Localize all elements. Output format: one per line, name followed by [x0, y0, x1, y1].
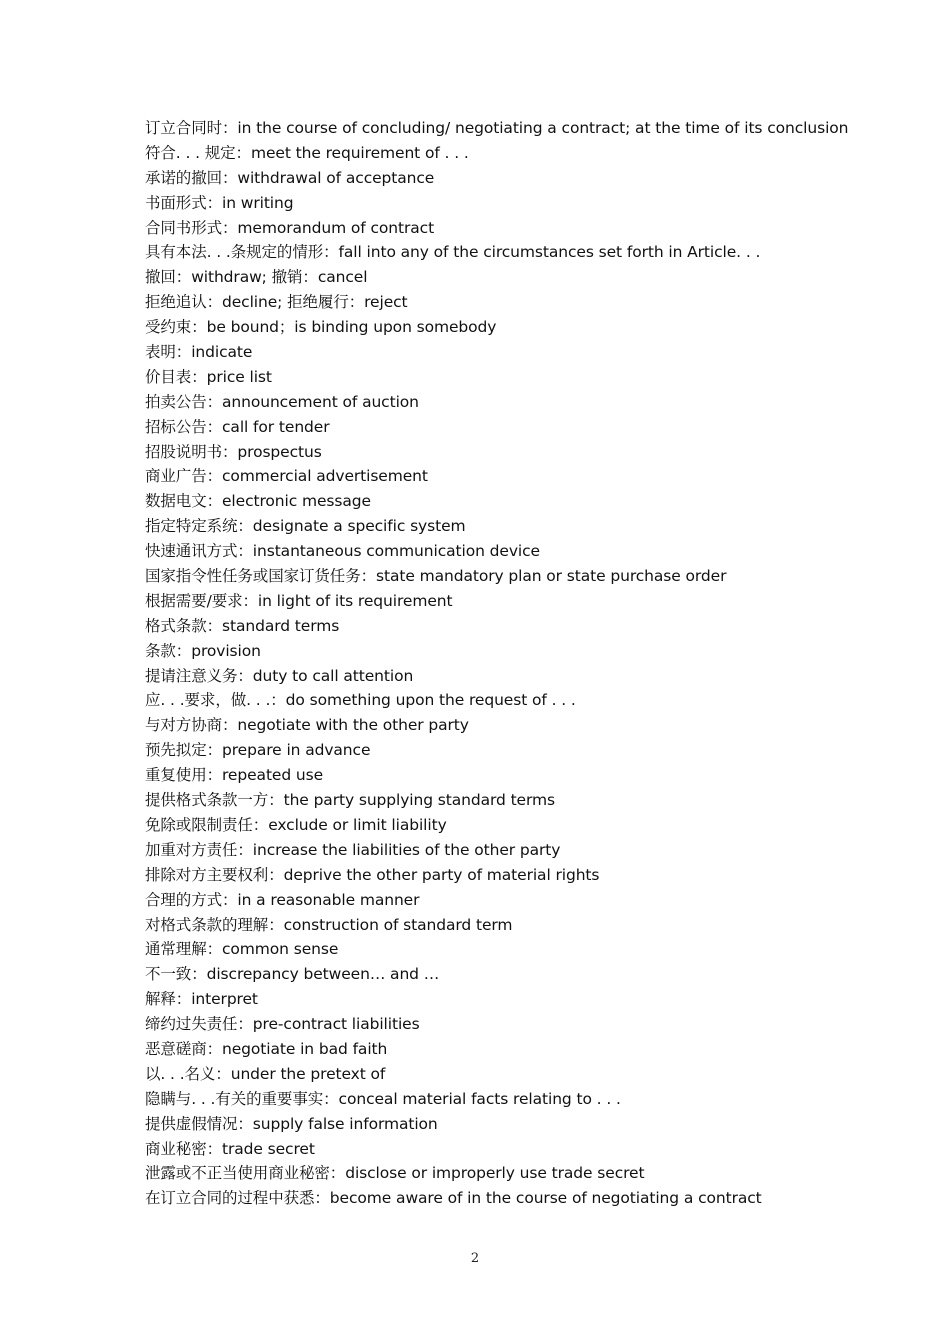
- glossary-entry: 承诺的撤回：withdrawal of acceptance: [145, 168, 435, 187]
- glossary-entry: 泄露或不正当使用商业秘密：disclose or improperly use trade secret: [145, 1164, 645, 1183]
- glossary-entry: 拍卖公告：announcement of auction: [145, 392, 419, 411]
- glossary-entry: 不一致：discrepancy between… and …: [145, 965, 440, 984]
- glossary-entry: 条款：provision: [145, 641, 261, 660]
- glossary-entry: 预先拟定：prepare in advance: [145, 741, 371, 760]
- glossary-entry: 提供格式条款一方：the party supplying standard terms: [145, 791, 555, 810]
- glossary-entry: 合同书形式：memorandum of contract: [145, 218, 435, 237]
- glossary-entry: 撤回：withdraw; 撤销：cancel: [145, 268, 368, 287]
- glossary-entry: 重复使用：repeated use: [145, 766, 324, 785]
- glossary-entry: 商业广告：commercial advertisement: [145, 467, 428, 486]
- glossary-entry: 在订立合同的过程中获悉：become aware of in the course of negotiating a contract: [145, 1189, 762, 1208]
- glossary-entry: 免除或限制责任：exclude or limit liability: [145, 815, 447, 834]
- glossary-entry: 数据电文：electronic message: [145, 492, 371, 511]
- glossary-entry: 订立合同时：in the course of concluding/ negotiating a contract; at the time of its conclusion: [145, 119, 849, 137]
- glossary-entry: 通常理解：common sense: [145, 940, 339, 959]
- glossary-entry: 指定特定系统：designate a specific system: [145, 517, 466, 536]
- glossary-entry: 商业秘密：trade secret: [145, 1139, 315, 1158]
- glossary-entry: 合理的方式：in a reasonable manner: [145, 890, 420, 909]
- page-number: 2: [470, 1251, 480, 1266]
- glossary-entry: 隐瞒与. . .有关的重要事实：conceal material facts relating to . . .: [145, 1089, 621, 1108]
- glossary-entry: 招股说明书：prospectus: [145, 442, 322, 461]
- glossary-entry: 根据需要/要求：in light of its requirement: [145, 591, 453, 610]
- glossary-entry: 受约束：be bound；is binding upon somebody: [145, 318, 497, 337]
- glossary-entry: 招标公告：call for tender: [145, 417, 330, 436]
- glossary-entry: 价目表：price list: [145, 367, 272, 386]
- glossary-entry: 符合. . . 规定：meet the requirement of . . .: [145, 143, 469, 162]
- glossary-entry: 具有本法. . .条规定的情形：fall into any of the circumstances set forth in Article. . .: [145, 243, 761, 262]
- glossary-entry: 书面形式：in writing: [145, 193, 294, 212]
- glossary-list: [145, 116, 935, 1211]
- glossary-entry: 缔约过失责任：pre-contract liabilities: [145, 1015, 420, 1034]
- glossary-entry: 提供虚假情况：supply false information: [145, 1114, 438, 1133]
- glossary-entry: 提请注意义务：duty to call attention: [145, 666, 414, 685]
- glossary-entry: 格式条款：standard terms: [145, 616, 340, 635]
- glossary-entry: 国家指令性任务或国家订货任务：state mandatory plan or state purchase order: [145, 567, 727, 586]
- glossary-entry: 表明：indicate: [145, 343, 253, 362]
- glossary-entry: 快速通讯方式：instantaneous communication device: [145, 542, 540, 561]
- glossary-entry: 恶意磋商：negotiate in bad faith: [145, 1039, 388, 1058]
- glossary-entry: 与对方协商：negotiate with the other party: [145, 716, 469, 735]
- glossary-entry: 解释：interpret: [145, 990, 258, 1009]
- glossary-entry: 应. . .要求，做. . .：do something upon the request of . . .: [145, 691, 576, 710]
- glossary-entry: 以. . .名义：under the pretext of: [145, 1064, 386, 1083]
- glossary-entry: 对格式条款的理解：construction of standard term: [145, 915, 513, 934]
- glossary-entry: 排除对方主要权利：deprive the other party of material rights: [145, 865, 600, 884]
- glossary-entry: 加重对方责任：increase the liabilities of the other party: [145, 840, 561, 859]
- glossary-entry: 拒绝追认：decline; 拒绝履行：reject: [145, 293, 408, 312]
